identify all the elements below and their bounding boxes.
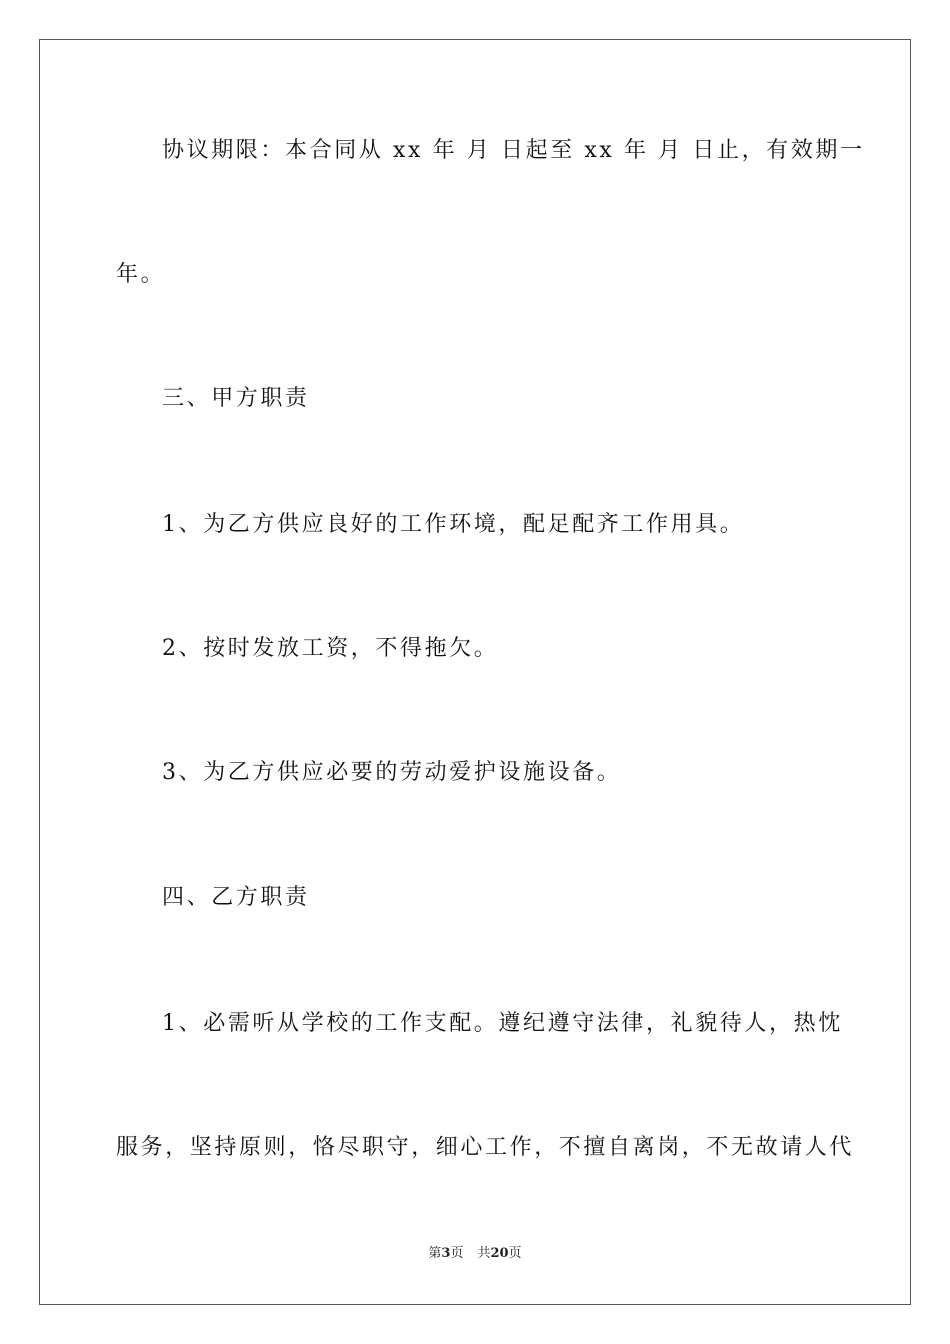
section-heading-party-a-duties: 三、甲方职责 — [162, 386, 310, 411]
paragraph-term-line-1: 协议期限：本合同从 xx 年 月 日起至 xx 年 月 日止，有效期一 — [162, 138, 865, 163]
party-a-duty-2: 2、按时发放工资，不得拖欠。 — [162, 636, 499, 661]
party-b-duty-1-line-1: 1、必需听从学校的工作支配。遵纪遵守法律，礼貌待人，热忱 — [162, 1011, 843, 1036]
total-pages-prefix: 共 — [477, 1246, 491, 1261]
party-b-duty-1-line-2: 服务，坚持原则，恪尽职守，细心工作，不擅自离岗，不无故请人代 — [116, 1135, 855, 1160]
page-label-prefix: 第 — [428, 1246, 442, 1261]
page-label-suffix: 页 — [450, 1246, 464, 1261]
party-a-duty-1: 1、为乙方供应良好的工作环境，配足配齐工作用具。 — [162, 512, 745, 537]
section-heading-party-b-duties: 四、乙方职责 — [162, 885, 310, 910]
party-a-duty-3: 3、为乙方供应必要的劳动爱护设施设备。 — [162, 760, 622, 785]
paragraph-term-line-2: 年。 — [116, 262, 166, 287]
page-footer — [0, 1246, 950, 1262]
total-pages-suffix: 页 — [508, 1246, 522, 1261]
page-number: 3 — [441, 1246, 451, 1261]
page-border — [39, 39, 911, 1305]
total-pages: 20 — [490, 1246, 509, 1261]
